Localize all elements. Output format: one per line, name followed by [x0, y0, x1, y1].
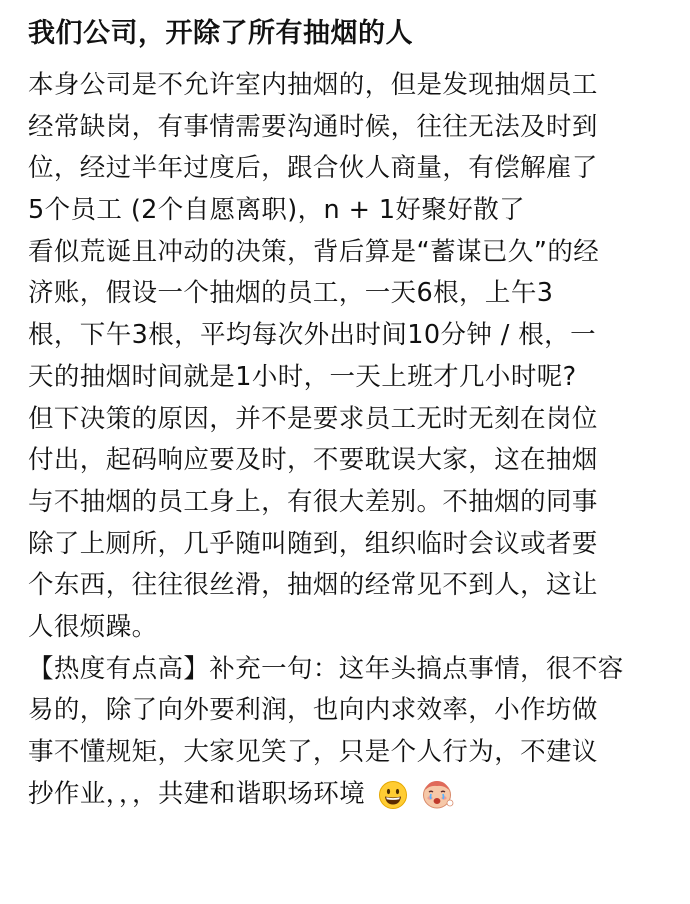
- body-line: 看似荒诞且冲动的决策，背后算是“蓄谋已久”的经: [28, 236, 600, 267]
- body-line: 事不懂规矩，大家见笑了，只是个人行为，不建议: [28, 737, 598, 767]
- body-line: 易的，除了向外要利润，也向内求效率，小作坊做: [28, 695, 598, 726]
- body-line-text: 抄作业，，，共建和谐职场环境: [28, 778, 366, 809]
- body-line: 【热度有点高】补充一句：这年头搞点事情，很不容: [28, 653, 624, 684]
- post-content: [28, 12, 668, 815]
- body-line: 但下决策的原因，并不是要求员工无时无刻在岗位: [28, 403, 598, 434]
- body-line: 与不抽烟的员工身上，有很大差别。不抽烟的同事: [28, 486, 598, 517]
- body-line: 除了上厕所，几乎随叫随到，组织临时会议或者要: [28, 528, 598, 559]
- body-line: 个东西，往往很丝滑，抽烟的经常见不到人，这让: [28, 570, 598, 601]
- body-line: 经常缺岗，有事情需要沟通时候，往往无法及时到: [28, 111, 598, 142]
- body-line: 根，下午3根，平均每次外出时间10分钟 / 根，一: [28, 320, 596, 351]
- body-line: 本身公司是不允许室内抽烟的，但是发现抽烟员工: [28, 70, 598, 100]
- grinning-face-emoji-icon: [378, 780, 408, 824]
- body-line-last: [28, 774, 668, 816]
- body-line: 5个员工 (2个自愿离职)，n + 1好聚好散了: [28, 195, 526, 226]
- body-line: 人很烦躁。: [28, 611, 158, 642]
- body-line: 付出，起码响应要及时，不要耽误大家，这在抽烟: [28, 445, 598, 476]
- body-line: 位，经过半年过度后，跟合伙人商量，有偿解雇了: [28, 153, 598, 184]
- post-title: 我们公司，开除了所有抽烟的人: [28, 18, 413, 49]
- body-line: 济账，假设一个抽烟的员工，一天6根，上午3: [28, 278, 554, 309]
- crying-face-emoji-icon: [420, 778, 454, 824]
- body-line: 天的抽烟时间就是1小时，一天上班才几小时呢?: [28, 361, 577, 392]
